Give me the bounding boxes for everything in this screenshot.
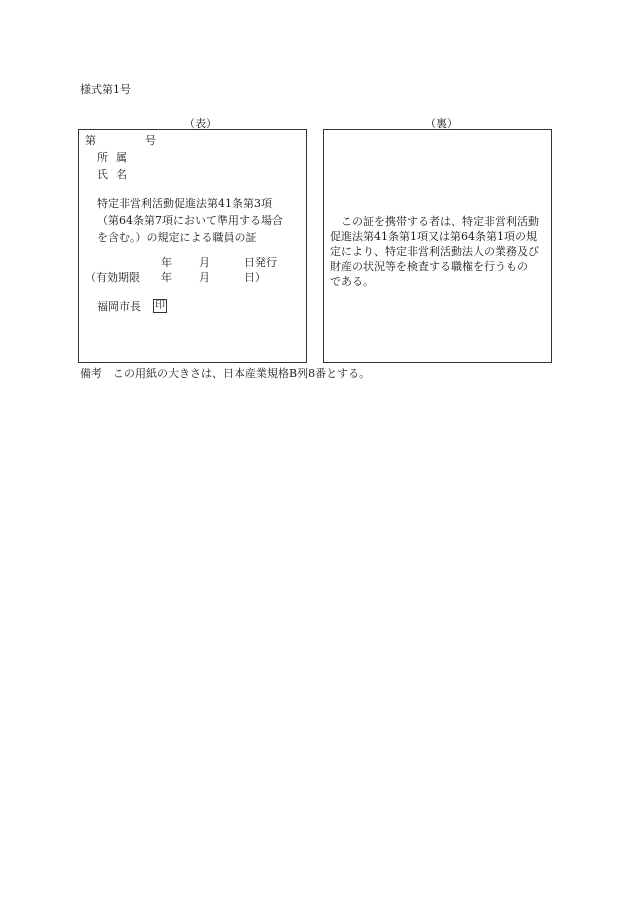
affiliation-label: 所属 <box>97 151 135 164</box>
valid-year-label: 年 <box>161 271 172 284</box>
back-text-line: である。 <box>330 275 374 288</box>
legal-basis-line: 特定非営利活動促進法第41条第3項 <box>97 197 272 210</box>
issue-year-label: 年 <box>161 256 172 269</box>
back-card <box>323 129 552 363</box>
form-number: 様式第1号 <box>80 83 131 96</box>
mayor-label: 福岡市長 <box>97 300 141 313</box>
valid-month-label: 月 <box>199 271 210 284</box>
back-text-line: この証を携帯する者は、特定非営利活動 <box>330 215 539 228</box>
legal-basis-line: （第64条第7項において準用する場合 <box>97 214 283 227</box>
back-text-line: 定により、特定非営利活動法人の業務及び <box>330 245 539 258</box>
legal-basis-text <box>97 195 283 246</box>
valid-period-label: （有効期限 <box>85 271 140 284</box>
front-side-heading: （表） <box>184 117 217 130</box>
back-card-text <box>330 214 539 289</box>
issue-day-label: 日発行 <box>244 256 277 269</box>
valid-day-label: 日） <box>244 271 266 284</box>
seal-stamp: 印 <box>155 300 165 311</box>
back-text-line: 促進法第41条第1項又は第64条第1項の規 <box>330 230 537 243</box>
issue-month-label: 月 <box>199 256 210 269</box>
back-side-heading: （裏） <box>425 117 458 130</box>
legal-basis-line: を含む。）の規定による職員の証 <box>97 231 257 244</box>
remarks-note: 備考 この用紙の大きさは、日本産業規格B列8番とする。 <box>80 367 371 380</box>
number-prefix: 第 <box>85 134 96 147</box>
front-card <box>78 129 307 363</box>
number-suffix: 号 <box>145 134 156 147</box>
back-text-line: 財産の状況等を検査する職権を行うもの <box>330 260 528 273</box>
name-label: 氏名 <box>97 168 135 181</box>
